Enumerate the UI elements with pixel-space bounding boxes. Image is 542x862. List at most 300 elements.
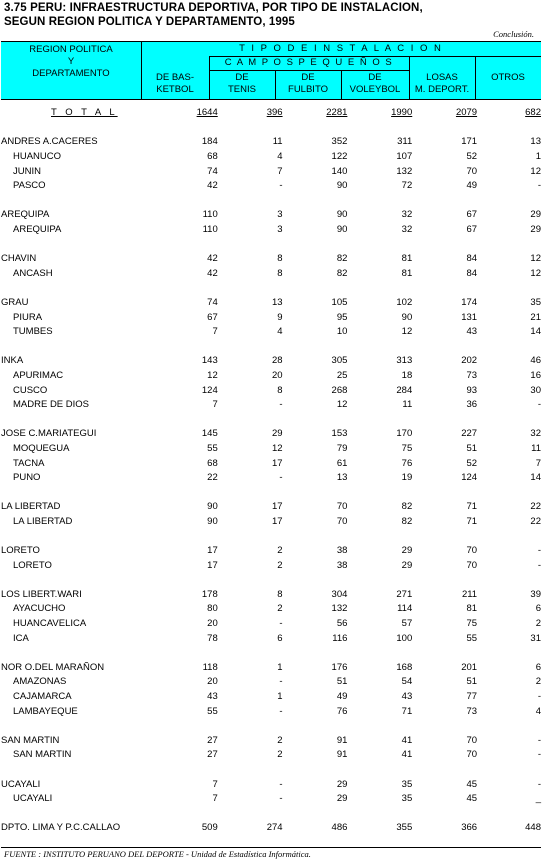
cell-tenis: 29 <box>271 428 283 440</box>
cell-fulbito: 122 <box>331 151 348 163</box>
row-name: HUANUCO <box>13 151 62 163</box>
cell-voley: 57 <box>401 618 413 630</box>
header-basket <box>141 72 209 96</box>
title-line-1: 3.75 PERU: INFRAESTRUCTURA DEPORTIVA, POR TIPO DE INSTALACION, <box>4 2 423 14</box>
cell-fulbito: 153 <box>331 428 348 440</box>
row-name: INKA <box>1 355 24 367</box>
table-bottom-rule <box>1 847 541 848</box>
department-row <box>1 398 541 413</box>
cell-losas: 71 <box>466 501 478 513</box>
cell-losas: 77 <box>466 691 478 703</box>
cell-voley: 284 <box>396 384 413 396</box>
cell-otros: - <box>537 545 541 557</box>
spacer-row <box>1 573 541 588</box>
cell-basket: 27 <box>207 734 218 746</box>
cell-tenis: 28 <box>271 355 283 367</box>
cell-otros: _ <box>535 793 541 805</box>
cell-otros: 22 <box>530 515 541 527</box>
cell-basket: 55 <box>207 705 218 717</box>
cell-tenis: 20 <box>271 369 283 381</box>
cell-otros: - <box>537 734 541 746</box>
cell-voley: 313 <box>396 355 413 367</box>
department-row <box>1 310 541 325</box>
cell-losas: 51 <box>466 676 478 688</box>
spacer-row <box>1 237 541 252</box>
cell-losas: 73 <box>466 705 478 717</box>
cell-otros: 21 <box>530 311 541 323</box>
cell-tenis: 8 <box>277 588 283 600</box>
cell-otros: 2 <box>535 676 541 688</box>
row-name: PASCO <box>13 180 46 192</box>
cell-voley: 132 <box>396 165 413 177</box>
header-tenis-line2: TENIS <box>228 84 256 95</box>
row-name: CHAVIN <box>1 253 37 265</box>
cell-otros: 39 <box>530 588 541 600</box>
cell-basket: 22 <box>207 472 218 484</box>
cell-basket: 7 <box>212 778 218 790</box>
cell-basket: 20 <box>207 618 218 630</box>
cell-tenis: 8 <box>277 267 283 279</box>
cell-fulbito: 29 <box>336 793 348 805</box>
cell-tenis: 2 <box>277 603 283 615</box>
cell-basket: 43 <box>207 691 218 703</box>
cell-otros: 31 <box>530 632 541 644</box>
cell-losas: 75 <box>466 618 478 630</box>
row-name: UCAYALI <box>1 778 41 790</box>
conclusion-note: Conclusión. <box>493 29 534 39</box>
row-name: TACNA <box>13 457 45 469</box>
cell-losas: 201 <box>461 661 478 673</box>
page-title <box>4 1 423 29</box>
row-name: ICA <box>13 632 29 644</box>
cell-losas: 124 <box>461 472 478 484</box>
cell-tenis: 2 <box>277 734 283 746</box>
row-name: ANDRES A.CACERES <box>1 136 98 148</box>
cell-voley: 72 <box>401 180 413 192</box>
cell-basket: 67 <box>207 311 218 323</box>
cell-voley: 29 <box>401 545 413 557</box>
cell-tenis: 4 <box>277 326 283 338</box>
header-tenis-line1: DE <box>235 72 249 83</box>
header-fulbito-line1: DE <box>301 72 315 83</box>
cell-fulbito: 82 <box>336 267 348 279</box>
cell-voley: 29 <box>401 559 413 571</box>
cell-otros: 1 <box>535 151 541 163</box>
spacer-cell <box>1 807 541 822</box>
row-name: AYACUCHO <box>13 603 66 615</box>
cell-losas: 55 <box>466 632 478 644</box>
cell-tenis: 8 <box>277 384 283 396</box>
cell-voley: 271 <box>396 588 413 600</box>
cell-fulbito: 61 <box>336 457 348 469</box>
cell-losas: 70 <box>466 749 478 761</box>
cell-losas: 227 <box>461 428 478 440</box>
cell-otros: 32 <box>530 428 541 440</box>
spacer-row <box>1 719 541 734</box>
region-row <box>1 777 541 792</box>
row-name: LAMBAYEQUE <box>13 705 78 717</box>
cell-voley: 168 <box>396 661 413 673</box>
department-row <box>1 267 541 282</box>
cell-voley: 114 <box>397 603 413 615</box>
row-name: LA LIBERTAD <box>1 501 61 513</box>
row-name: AREQUIPA <box>13 224 62 236</box>
cell-losas: 67 <box>466 209 478 221</box>
cell-fulbito: 352 <box>331 136 348 148</box>
cell-losas: 52 <box>466 457 478 469</box>
row-name: MADRE DE DIOS <box>13 399 90 411</box>
cell-otros: 29 <box>530 209 541 221</box>
department-row <box>1 617 541 632</box>
region-row <box>1 208 541 223</box>
cell-losas: 71 <box>466 515 478 527</box>
cell-voley: 90 <box>401 311 413 323</box>
spacer-cell <box>1 529 541 544</box>
cell-voley: 35 <box>401 793 413 805</box>
cell-tenis: - <box>279 676 283 688</box>
row-name: JUNIN <box>13 165 41 177</box>
cell-basket: 17 <box>207 545 218 557</box>
cell-losas: 174 <box>461 297 478 309</box>
cell-fulbito: 132 <box>331 603 348 615</box>
region-row <box>1 821 541 836</box>
header-region <box>1 44 141 80</box>
header-region-line1: REGION POLITICA <box>29 44 113 55</box>
cell-basket: 90 <box>207 515 218 527</box>
cell-fulbito: 49 <box>336 691 348 703</box>
cell-basket: 7 <box>212 399 218 411</box>
spacer-row <box>1 807 541 822</box>
header-fulbito <box>275 72 341 96</box>
cell-fulbito: 25 <box>336 369 348 381</box>
cell-otros: 2 <box>535 618 541 630</box>
cell-otros: 4 <box>535 705 541 717</box>
cell-basket: 90 <box>207 501 218 513</box>
cell-voley: 81 <box>401 267 413 279</box>
spacer-cell <box>1 573 541 588</box>
department-row <box>1 383 541 398</box>
cell-tenis: - <box>279 778 283 790</box>
cell-tenis: 7 <box>277 165 283 177</box>
cell-tenis: - <box>279 180 283 192</box>
spacer-cell <box>1 719 541 734</box>
header-losas <box>409 72 475 96</box>
cell-otros: 14 <box>530 326 541 338</box>
cell-losas: 81 <box>466 603 478 615</box>
cell-otros: 448 <box>525 822 541 834</box>
region-row <box>1 296 541 311</box>
cell-tenis: - <box>279 705 283 717</box>
department-row <box>1 456 541 471</box>
department-row <box>1 442 541 457</box>
cell-tenis: 12 <box>271 442 283 454</box>
cell-otros: 12 <box>530 165 541 177</box>
header-divider <box>209 70 409 71</box>
cell-tenis: - <box>279 399 283 411</box>
cell-voley: 82 <box>401 515 413 527</box>
cell-fulbito: 70 <box>336 515 348 527</box>
cell-fulbito: 105 <box>331 297 348 309</box>
cell-losas: 70 <box>466 559 478 571</box>
cell-tenis: 4 <box>277 151 283 163</box>
spacer-cell <box>1 237 541 252</box>
cell-otros: - <box>537 778 541 790</box>
cell-tenis: - <box>279 472 283 484</box>
cell-voley: 12 <box>401 326 413 338</box>
region-row <box>1 734 541 749</box>
cell-basket: 80 <box>207 603 218 615</box>
cell-voley: 76 <box>401 457 413 469</box>
row-name: AREQUIPA <box>1 209 50 221</box>
row-name: PIURA <box>13 311 43 323</box>
cell-basket: 184 <box>201 136 218 148</box>
cell-tenis: 1 <box>277 691 283 703</box>
cell-basket: 42 <box>207 253 218 265</box>
cell-fulbito: 305 <box>331 355 348 367</box>
department-row <box>1 631 541 646</box>
cell-tenis: 17 <box>271 515 283 527</box>
row-name: SAN MARTIN <box>1 734 60 746</box>
cell-otros: 14 <box>530 472 541 484</box>
cell-otros: 11 <box>531 442 541 454</box>
cell-losas: 84 <box>466 253 478 265</box>
cell-otros: 16 <box>530 369 541 381</box>
cell-fulbito: 95 <box>336 311 348 323</box>
cell-otros: 12 <box>530 267 541 279</box>
cell-otros: 30 <box>530 384 541 396</box>
spacer-cell <box>1 646 541 661</box>
row-name: HUANCAVELICA <box>13 618 87 630</box>
cell-fulbito: 70 <box>336 501 348 513</box>
cell-basket: 12 <box>207 369 218 381</box>
row-name: CUSCO <box>13 384 48 396</box>
cell-otros: 29 <box>530 224 541 236</box>
cell-fulbito: 10 <box>336 326 348 338</box>
cell-basket: 74 <box>207 297 218 309</box>
cell-voley: 41 <box>401 734 413 746</box>
header-voley-line2: VOLEYBOL <box>349 84 401 95</box>
row-name: NOR O.DEL MARAÑON <box>1 661 105 673</box>
cell-otros: 13 <box>530 136 541 148</box>
cell-losas: 45 <box>466 778 478 790</box>
cell-fulbito: 176 <box>331 661 348 673</box>
cell-basket: 68 <box>207 457 218 469</box>
cell-otros: 682 <box>525 107 541 119</box>
cell-tenis: 396 <box>266 107 283 119</box>
cell-losas: 70 <box>466 734 478 746</box>
spacer-row <box>1 194 541 209</box>
header-region-line3: DEPARTAMENTO <box>32 68 110 79</box>
cell-tenis: 9 <box>277 311 283 323</box>
spacer-cell <box>1 485 541 500</box>
cell-voley: 32 <box>401 224 413 236</box>
cell-fulbito: 76 <box>336 705 348 717</box>
cell-otros: - <box>537 559 541 571</box>
cell-tenis: 2 <box>277 749 283 761</box>
row-name: SAN MARTIN <box>13 749 72 761</box>
cell-losas: 84 <box>466 267 478 279</box>
cell-tenis: - <box>279 618 283 630</box>
department-row <box>1 369 541 384</box>
cell-losas: 211 <box>461 588 478 600</box>
header-losas-line2: M. DEPORT. <box>414 84 470 95</box>
cell-voley: 41 <box>401 749 413 761</box>
region-row <box>1 661 541 676</box>
department-row <box>1 515 541 530</box>
cell-basket: 74 <box>207 165 218 177</box>
cell-tenis: 3 <box>277 209 283 221</box>
cell-voley: 75 <box>401 442 413 454</box>
cell-voley: 54 <box>401 676 413 688</box>
spacer-row <box>1 763 541 778</box>
cell-losas: 73 <box>466 369 478 381</box>
cell-basket: 78 <box>207 632 218 644</box>
cell-basket: 27 <box>207 749 218 761</box>
cell-fulbito: 90 <box>336 224 348 236</box>
department-row <box>1 602 541 617</box>
cell-basket: 145 <box>201 428 218 440</box>
region-row <box>1 354 541 369</box>
cell-fulbito: 12 <box>336 399 348 411</box>
cell-fulbito: 13 <box>336 472 348 484</box>
header-losas-line1: LOSAS <box>426 72 458 83</box>
cell-voley: 170 <box>396 428 413 440</box>
cell-tenis: 8 <box>277 253 283 265</box>
row-name: LORETO <box>1 545 40 557</box>
cell-losas: 36 <box>466 399 478 411</box>
cell-tenis: 6 <box>277 632 283 644</box>
cell-fulbito: 38 <box>336 545 348 557</box>
cell-otros: 22 <box>530 501 541 513</box>
cell-voley: 107 <box>396 151 413 163</box>
title-line-2: SEGUN REGION POLITICA Y DEPARTAMENTO, 1995 <box>4 16 295 28</box>
cell-tenis: 274 <box>266 822 283 834</box>
spacer-cell <box>1 763 541 778</box>
row-name: LA LIBERTAD <box>13 515 73 527</box>
cell-fulbito: 2281 <box>326 107 348 119</box>
cell-otros: - <box>537 691 541 703</box>
cell-basket: 7 <box>212 326 218 338</box>
row-name: JOSE C.MARIATEGUI <box>1 428 97 440</box>
cell-fulbito: 90 <box>336 180 348 192</box>
cell-basket: 124 <box>201 384 218 396</box>
region-row <box>1 500 541 515</box>
cell-basket: 68 <box>207 151 218 163</box>
cell-tenis: 2 <box>277 545 283 557</box>
cell-otros: - <box>537 749 541 761</box>
cell-losas: 45 <box>466 793 478 805</box>
cell-losas: 49 <box>466 180 478 192</box>
cell-tenis: 13 <box>271 297 283 309</box>
department-row <box>1 150 541 165</box>
cell-losas: 43 <box>466 326 478 338</box>
header-campos: C A M P O S P E Q U E Ñ O S <box>224 57 394 68</box>
region-row <box>1 544 541 559</box>
cell-otros: 6 <box>535 603 541 615</box>
header-voley <box>341 72 409 96</box>
spacer-cell <box>1 340 541 355</box>
department-row <box>1 704 541 719</box>
cell-fulbito: 82 <box>336 253 348 265</box>
header-fulbito-line2: FULBITO <box>288 84 328 95</box>
region-row <box>1 252 541 267</box>
cell-basket: 509 <box>201 822 218 834</box>
row-name: MOQUEGUA <box>13 442 70 454</box>
cell-fulbito: 56 <box>336 618 348 630</box>
department-row <box>1 792 541 807</box>
cell-losas: 171 <box>461 136 478 148</box>
cell-basket: 110 <box>202 224 218 236</box>
department-row <box>1 471 541 486</box>
spacer-row <box>1 529 541 544</box>
table-header <box>1 41 541 100</box>
cell-basket: 178 <box>201 588 218 600</box>
cell-basket: 42 <box>207 267 218 279</box>
cell-basket: 17 <box>207 559 218 571</box>
cell-tenis: 3 <box>277 224 283 236</box>
row-name: APURIMAC <box>13 369 64 381</box>
cell-voley: 100 <box>396 632 413 644</box>
cell-voley: 82 <box>401 501 413 513</box>
department-row <box>1 179 541 194</box>
cell-fulbito: 51 <box>336 676 348 688</box>
region-row <box>1 427 541 442</box>
cell-basket: 118 <box>202 661 218 673</box>
cell-tenis: 1 <box>277 661 283 673</box>
header-basket-line1: DE BAS- <box>155 72 194 83</box>
cell-voley: 32 <box>401 209 413 221</box>
row-name: GRAU <box>1 297 29 309</box>
region-row <box>1 135 541 150</box>
cell-otros: 6 <box>535 661 541 673</box>
header-tenis <box>209 72 275 96</box>
department-row <box>1 690 541 705</box>
row-name: ANCASH <box>13 267 53 279</box>
cell-losas: 70 <box>466 165 478 177</box>
cell-voley: 355 <box>396 822 413 834</box>
cell-basket: 42 <box>207 180 218 192</box>
cell-basket: 143 <box>201 355 218 367</box>
cell-basket: 20 <box>207 676 218 688</box>
source-footnote: FUENTE : INSTITUTO PERUANO DEL DEPORTE - Unidad de Estadística Informática. <box>4 849 311 859</box>
cell-fulbito: 116 <box>332 632 348 644</box>
spacer-row <box>1 340 541 355</box>
spacer-row <box>1 121 541 136</box>
department-row <box>1 223 541 238</box>
cell-otros: - <box>537 399 541 411</box>
cell-fulbito: 304 <box>331 588 348 600</box>
row-name: T O T A L <box>51 107 118 119</box>
cell-otros: 7 <box>535 457 541 469</box>
department-row <box>1 164 541 179</box>
cell-tenis: 2 <box>277 559 283 571</box>
cell-otros: 46 <box>530 355 541 367</box>
department-row <box>1 325 541 340</box>
cell-losas: 51 <box>466 442 478 454</box>
cell-losas: 366 <box>461 822 478 834</box>
cell-losas: 93 <box>466 384 478 396</box>
cell-fulbito: 268 <box>331 384 348 396</box>
cell-losas: 70 <box>466 545 478 557</box>
cell-fulbito: 90 <box>336 209 348 221</box>
row-name: TUMBES <box>13 326 53 338</box>
cell-tenis: 17 <box>271 457 283 469</box>
cell-fulbito: 79 <box>336 442 348 454</box>
header-otros: OTROS <box>491 72 525 83</box>
department-row <box>1 558 541 573</box>
cell-losas: 202 <box>461 355 478 367</box>
cell-voley: 35 <box>401 778 413 790</box>
